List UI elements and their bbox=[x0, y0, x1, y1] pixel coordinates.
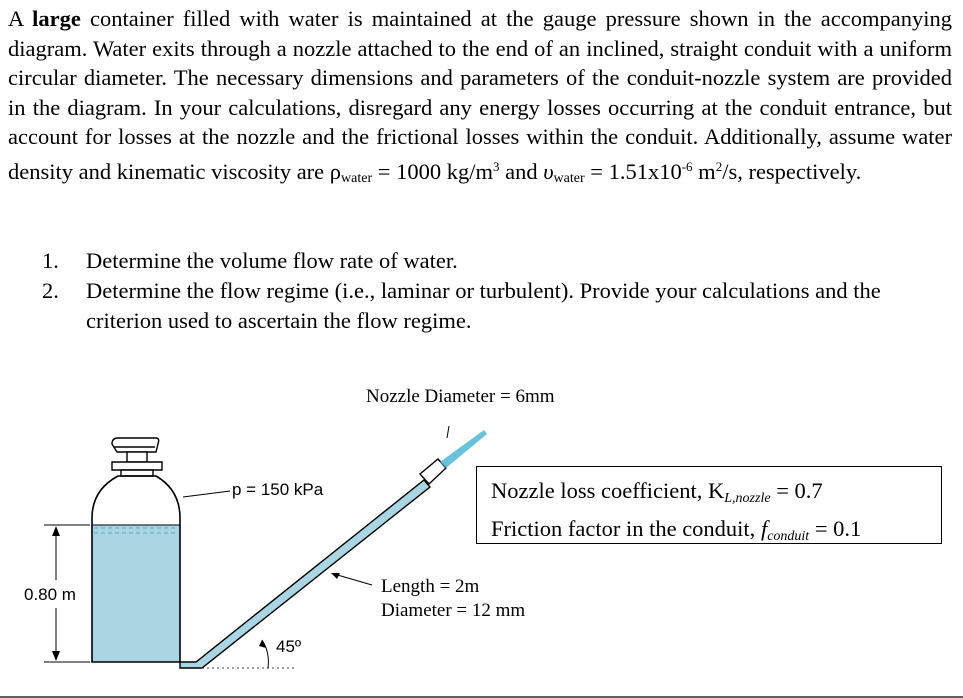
friction-factor-line bbox=[491, 514, 941, 552]
friction-factor-symbol: f bbox=[760, 516, 768, 541]
nozzle-loss-label: Nozzle loss coefficient, K bbox=[491, 478, 725, 503]
question-text: Determine the flow regime (i.e., laminar or turbulent). Provide your calculations and the criterion used to ascertain the flow regime. bbox=[86, 278, 881, 333]
height-arrow-up bbox=[52, 526, 60, 536]
angle-arrow bbox=[259, 640, 266, 648]
question-number: 2. bbox=[42, 278, 59, 303]
rho-symbol: ρ bbox=[329, 158, 342, 184]
question-text: Determine the volume flow rate of water. bbox=[86, 248, 458, 273]
friction-factor-value: = 0.1 bbox=[809, 516, 862, 541]
nu-symbol: υ bbox=[543, 158, 554, 184]
nu-exponent: -6 bbox=[681, 158, 693, 174]
conduit-spec-label bbox=[381, 575, 525, 623]
length-leader-line bbox=[334, 574, 372, 585]
nu-subscript: water bbox=[553, 170, 585, 186]
rho-value: = 1000 kg/m bbox=[372, 158, 493, 184]
pressure-label: p = 150 kPa bbox=[232, 480, 324, 499]
nozzle-loss-line bbox=[491, 476, 941, 514]
problem-text-start: A bbox=[8, 6, 33, 31]
tank-valve-icon bbox=[112, 438, 162, 476]
nozzle-diameter-label: Nozzle Diameter = 6mm bbox=[366, 386, 555, 407]
pressure-leader-line bbox=[183, 491, 230, 497]
problem-text-end: /s, respectively. bbox=[722, 158, 862, 184]
nu-unit-exponent: 2 bbox=[715, 158, 723, 174]
height-label: 0.80 m bbox=[24, 585, 76, 604]
conduit-pipe bbox=[180, 480, 430, 668]
nozzle-loss-value: = 0.7 bbox=[770, 478, 823, 503]
tank-water bbox=[92, 525, 180, 662]
friction-factor-subscript: conduit bbox=[767, 529, 810, 544]
parameters-box bbox=[476, 466, 942, 544]
question-number: 1. bbox=[42, 248, 59, 273]
nu-value: = 1.51x10 bbox=[584, 158, 682, 184]
length-label: Length = 2m bbox=[381, 576, 480, 597]
nozzle-loss-subscript: L,nozzle bbox=[724, 491, 771, 506]
friction-factor-label: Friction factor in the conduit, bbox=[491, 516, 761, 541]
problem-text-body: container filled with water is maintained at the gauge pressure shown in the accompanying diagram. Water exits through a nozzle attached to the end of an inclined, straight conduit with a uniform circular diameter. The necessary dimensions and parameters of the conduit-nozzle system are provided in the diagram. In your calculations, disregard any energy losses occurring at the conduit entrance, but account for losses at the nozzle and the frictional losses within the conduit. Additionally, assume water density and kinematic viscosity are bbox=[8, 6, 952, 184]
length-leader-arrow bbox=[331, 573, 340, 579]
rho-subscript: water bbox=[341, 170, 373, 186]
and-text: and bbox=[499, 158, 544, 184]
angle-label: 45º bbox=[276, 637, 302, 656]
rho-exponent: 3 bbox=[492, 158, 500, 174]
nu-unit: m bbox=[692, 158, 716, 184]
nozzle-leader-line bbox=[447, 426, 449, 438]
problem-bold-word: large bbox=[32, 6, 81, 31]
conduit-diameter-label: Diameter = 12 mm bbox=[381, 600, 526, 621]
height-arrow-down bbox=[52, 651, 60, 661]
